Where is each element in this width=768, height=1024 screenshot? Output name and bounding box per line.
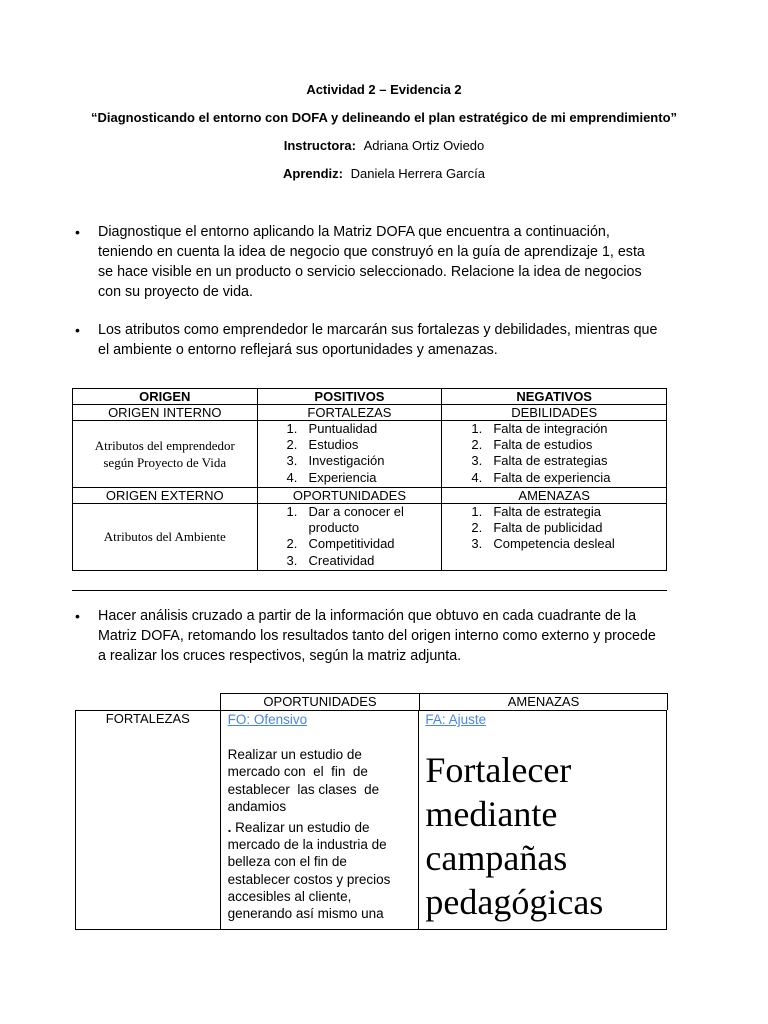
list-item: 3. Investigación — [286, 453, 385, 469]
fo-paragraph-2: . Realizar un estudio de mercado de la industria de belleza con el fin de establecer costos y precios accesibles al cliente, generando así mismo una — [227, 820, 391, 922]
cross-matrix — [75, 710, 667, 930]
bullet-line: el ambiente o entorno reflejará sus oportunidades y amenazas. — [98, 342, 498, 358]
list-item: 1. Dar a conocer el — [286, 504, 404, 519]
instructor-label: Instructora: — [283, 138, 356, 153]
bullet-line: se hace visible en un producto o servicio seleccionado. Relacione la idea de negocios — [98, 264, 642, 280]
list-item: 1. Falta de integración — [471, 421, 608, 436]
cross-header-opportunities: OPORTUNIDADES — [220, 693, 420, 710]
internal-origin-label: ORIGEN INTERNO — [73, 405, 258, 421]
cross-row-strengths: FORTALEZAS — [76, 711, 221, 930]
environment-attributes: Atributos del Ambiente — [73, 504, 258, 571]
strengths-list-cell — [257, 421, 442, 488]
bullet-line: Los atributos como emprendedor le marcarán sus fortalezas y debilidades, mientras que — [98, 322, 658, 338]
bullet-dot-icon: • — [75, 322, 80, 338]
list-item: 4. Falta de experiencia — [471, 469, 611, 485]
threats-list-cell — [442, 504, 667, 571]
opportunities-label: OPORTUNIDADES — [257, 488, 442, 504]
external-origin-label: ORIGEN EXTERNO — [73, 488, 258, 504]
horizontal-divider — [72, 590, 667, 591]
document-title: Actividad 2 – Evidencia 2 — [306, 82, 462, 97]
document-subtitle: “Diagnosticando el entorno con DOFA y delineando el plan estratégico de mi emprendimiento” — [90, 110, 678, 125]
list-item: 1. Falta de estrategia — [471, 504, 602, 519]
list-item: 2. Estudios — [286, 437, 359, 453]
header-origen: ORIGEN — [73, 389, 258, 405]
instructor-line — [0, 138, 768, 153]
list-item: 2. Competitividad — [286, 536, 395, 552]
threats-label: AMENAZAS — [442, 488, 667, 504]
list-item: producto — [308, 520, 360, 536]
header-negativos: NEGATIVOS — [442, 389, 667, 405]
fo-link[interactable]: FO: Ofensivo — [227, 712, 308, 727]
bullet-line: Hacer análisis cruzado a partir de la información que obtuvo en cada cuadrante de la — [98, 608, 637, 624]
bullet-line: con su proyecto de vida. — [98, 284, 253, 300]
list-item: 2. Falta de estudios — [471, 437, 593, 453]
learner-label: Aprendiz: — [283, 166, 343, 181]
header-positivos: POSITIVOS — [257, 389, 442, 405]
bullet-line: teniendo en cuenta la idea de negocio que construyó en la guía de aprendizaje 1, esta — [98, 244, 645, 260]
opportunities-list-cell — [257, 504, 442, 571]
dofa-matrix — [72, 388, 667, 571]
weaknesses-label: DEBILIDADES — [442, 405, 667, 421]
list-item: 2. Falta de publicidad — [471, 520, 603, 536]
fa-strategy-text: Fortalecer mediante campañas pedagógicas — [425, 750, 604, 922]
entrepreneur-desc-line: según Proyecto de Vida — [103, 455, 227, 470]
weaknesses-list-cell — [442, 421, 667, 488]
fo-cell — [220, 711, 419, 930]
bullet-dot-icon: • — [75, 608, 80, 624]
list-item: 3. Creatividad — [286, 552, 375, 568]
bullet-line: Diagnostique el entorno aplicando la Matriz DOFA que encuentra a continuación, — [98, 224, 610, 240]
fa-link[interactable]: FA: Ajuste — [425, 712, 487, 727]
learner-name: Daniela Herrera García — [350, 166, 485, 181]
instructor-name: Adriana Ortiz Oviedo — [363, 138, 485, 153]
learner-line — [0, 166, 768, 181]
fo-paragraph-1: Realizar un estudio de mercado con el fin de establecer las clases de andamios — [227, 747, 380, 814]
list-item: 1. Puntualidad — [286, 421, 378, 436]
list-item: 3. Falta de estrategias — [471, 453, 608, 469]
bullet-line: Matriz DOFA, retomando los resultados tanto del origen interno como externo y procede — [98, 628, 656, 644]
entrepreneur-desc-line: Atributos del emprendedor — [94, 438, 235, 453]
cross-header-threats: AMENAZAS — [419, 693, 668, 710]
list-item: 3. Competencia desleal — [471, 536, 615, 552]
list-item: 4. Experiencia — [286, 469, 377, 485]
strengths-label: FORTALEZAS — [257, 405, 442, 421]
bullet-dot-icon: • — [75, 224, 80, 240]
entrepreneur-attributes — [73, 421, 258, 488]
fa-cell — [419, 711, 667, 930]
bullet-line: a realizar los cruces respectivos, según la matriz adjunta. — [98, 648, 462, 664]
